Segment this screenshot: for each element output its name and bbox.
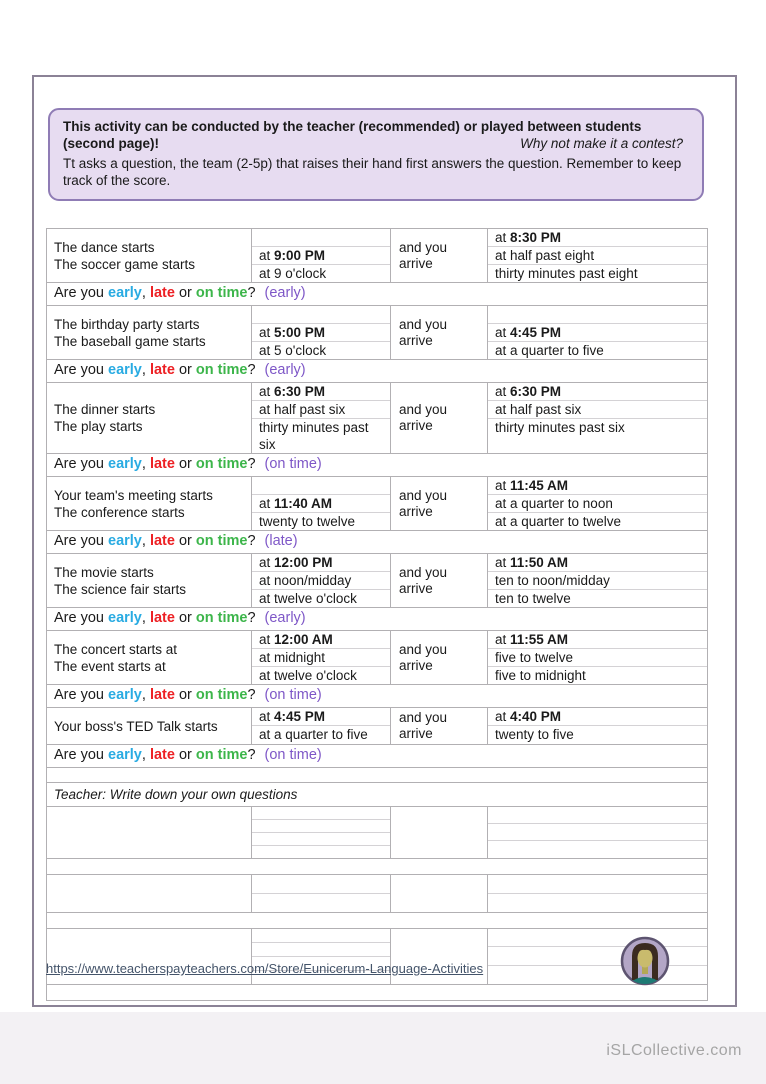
- time-block-row: [47, 477, 708, 531]
- answer-text: (late): [264, 533, 298, 549]
- start-time-line: at 11:40 AM: [252, 495, 390, 513]
- start-time-line: at 9:00 PM: [252, 247, 390, 265]
- time-block-row: [47, 631, 708, 685]
- arrive-label-cell: and you arrive: [391, 229, 488, 283]
- subject-cell: Your boss's TED Talk starts: [47, 708, 252, 745]
- arrival-time-line: ten to twelve: [495, 591, 571, 606]
- spacer-row: [47, 768, 708, 783]
- question-row: [47, 745, 708, 768]
- empty-arrival-line: [488, 947, 707, 965]
- on-time-word: on time: [195, 362, 248, 378]
- answer-text: (on time): [264, 687, 322, 703]
- answer-text: (early): [264, 610, 306, 626]
- empty-arrival-line: [488, 966, 707, 983]
- early-word: early: [108, 610, 142, 626]
- time-block-row: [47, 383, 708, 454]
- start-time-line: at 6:30 PM: [252, 383, 390, 401]
- early-word: early: [108, 285, 142, 301]
- question-row: [47, 608, 708, 631]
- start-time-cell: [252, 306, 391, 360]
- empty-subject-cell: [47, 929, 252, 985]
- start-time-line: at 5:00 PM: [252, 324, 390, 342]
- empty-arrival-cell: [488, 875, 708, 913]
- arrival-time-line: at 6:30 PM: [488, 383, 707, 401]
- empty-arrive-label-cell: [391, 929, 488, 985]
- teacher-note-row: [47, 783, 708, 807]
- on-time-word: on time: [195, 456, 248, 472]
- start-time-line: at noon/midday: [252, 572, 390, 590]
- arrive-label-cell: and you arrive: [391, 631, 488, 685]
- arrival-time-line: at half past eight: [488, 247, 707, 265]
- empty-arrival-line: [488, 824, 707, 841]
- arrival-time-cell: [488, 477, 708, 531]
- arrival-time-line-bold: 11:55 AM: [510, 632, 569, 647]
- start-time-cell: [252, 554, 391, 608]
- early-word: early: [108, 687, 142, 703]
- teacher-note-cell: Teacher: Write down your own questions: [47, 783, 708, 807]
- subject-cell: Your team's meeting starts The conference starts: [47, 477, 252, 531]
- empty-start-cell: [252, 929, 391, 985]
- start-time-cell: [252, 708, 391, 745]
- arrive-label-cell: and you arrive: [391, 306, 488, 360]
- empty-start-line: [252, 820, 390, 833]
- start-time-line-bold: 11:40 AM: [274, 496, 333, 511]
- question-cell: Are you early, late or on time? (early): [47, 360, 708, 383]
- start-time-line-bold: 12:00 AM: [274, 632, 333, 647]
- time-block-row: [47, 229, 708, 283]
- empty-question-cell: [47, 859, 708, 875]
- empty-start-line: [252, 943, 390, 957]
- instructions-bold-line2: (second page)!: [63, 136, 160, 151]
- start-time-line-bold: 4:45 PM: [274, 709, 326, 724]
- start-time-line-bold: 12:00 PM: [274, 555, 333, 570]
- late-word: late: [149, 687, 175, 703]
- instructions-box: [48, 108, 704, 201]
- answer-text: (early): [264, 285, 306, 301]
- arrival-time-line: [488, 306, 707, 324]
- arrive-label-cell: and you arrive: [391, 554, 488, 608]
- instructions-line2: [63, 135, 689, 152]
- arrival-time-line-bold: 8:30 PM: [510, 230, 562, 245]
- question-row: [47, 685, 708, 708]
- arrival-time-cell: [488, 708, 708, 745]
- avatar-face: [638, 949, 653, 968]
- question-row: [47, 360, 708, 383]
- arrival-time-line: thirty minutes past eight: [495, 266, 638, 281]
- empty-start-line: [252, 846, 390, 858]
- late-word: late: [149, 285, 175, 301]
- instructions-body: Tt asks a question, the team (2-5p) that raises their hand first answers the question. Remember to keep track of the score.: [63, 156, 682, 188]
- spacer-cell: [47, 768, 708, 783]
- empty-question-cell: [47, 985, 708, 1001]
- start-time-line: at a quarter to five: [259, 727, 368, 742]
- empty-arrive-label-cell: [391, 875, 488, 913]
- early-word: early: [108, 456, 142, 472]
- instructions-bold-line1: This activity can be conducted by the teacher (recommended) or played between students: [63, 119, 642, 134]
- empty-arrival-cell: [488, 929, 708, 985]
- empty-arrival-line: [488, 894, 707, 912]
- arrival-time-line: at a quarter to twelve: [495, 514, 622, 529]
- start-time-line: at 12:00 AM: [252, 631, 390, 649]
- arrival-time-line: thirty minutes past six: [495, 420, 625, 435]
- on-time-word: on time: [195, 610, 248, 626]
- arrival-time-line-bold: 11:50 AM: [510, 555, 569, 570]
- start-time-line: at 5 o'clock: [259, 343, 327, 358]
- start-time-line-bold: 5:00 PM: [274, 325, 326, 340]
- early-word: early: [108, 362, 142, 378]
- empty-start-line: [252, 807, 390, 820]
- arrival-time-cell: [488, 631, 708, 685]
- empty-arrival-line: [488, 875, 707, 894]
- question-row: [47, 531, 708, 554]
- empty-arrival-line: [488, 929, 707, 947]
- start-time-line: at twelve o'clock: [259, 668, 357, 683]
- empty-question-row: [47, 913, 708, 929]
- question-cell: Are you early, late or on time? (early): [47, 608, 708, 631]
- arrival-time-line: at 11:55 AM: [488, 631, 707, 649]
- arrival-time-cell: [488, 554, 708, 608]
- empty-block-row: [47, 807, 708, 859]
- arrival-time-cell: [488, 229, 708, 283]
- arrival-time-line-bold: 4:45 PM: [510, 325, 562, 340]
- early-word: early: [108, 747, 142, 763]
- start-time-line: at twelve o'clock: [259, 591, 357, 606]
- start-time-line: [252, 306, 390, 324]
- start-time-line: at 4:45 PM: [252, 708, 390, 726]
- arrival-time-line: ten to noon/midday: [488, 572, 707, 590]
- islcollective-watermark: iSLCollective.com: [606, 1042, 742, 1059]
- arrival-time-line: at 11:45 AM: [488, 477, 707, 495]
- instructions-italic-note: Why not make it a contest?: [520, 136, 683, 151]
- on-time-word: on time: [195, 533, 248, 549]
- arrival-time-line: at 11:50 AM: [488, 554, 707, 572]
- time-block-row: [47, 708, 708, 745]
- start-time-line: at half past six: [252, 401, 390, 419]
- question-row: [47, 454, 708, 477]
- page-frame: [32, 75, 737, 1007]
- empty-question-row: [47, 985, 708, 1001]
- empty-arrive-label-cell: [391, 807, 488, 859]
- start-time-cell: [252, 383, 391, 454]
- question-cell: Are you early, late or on time? (on time): [47, 745, 708, 768]
- start-time-cell: [252, 477, 391, 531]
- question-cell: Are you early, late or on time? (on time): [47, 685, 708, 708]
- answer-text: (on time): [264, 456, 322, 472]
- subject-cell: The dinner starts The play starts: [47, 383, 252, 454]
- late-word: late: [149, 747, 175, 763]
- empty-subject-cell: [47, 807, 252, 859]
- late-word: late: [149, 610, 175, 626]
- time-block-row: [47, 306, 708, 360]
- arrival-time-line: five to twelve: [488, 649, 707, 667]
- activity-table-body: [47, 229, 708, 1001]
- on-time-word: on time: [195, 285, 248, 301]
- arrival-time-line: at a quarter to five: [495, 343, 604, 358]
- arrival-time-line: twenty to five: [495, 727, 574, 742]
- arrival-time-line-bold: 6:30 PM: [510, 384, 562, 399]
- start-time-line: twenty to twelve: [259, 514, 356, 529]
- empty-subject-cell: [47, 875, 252, 913]
- question-cell: Are you early, late or on time? (early): [47, 283, 708, 306]
- early-word: early: [108, 533, 142, 549]
- start-time-line-bold: 6:30 PM: [274, 384, 326, 399]
- answer-text: (on time): [264, 747, 322, 763]
- arrive-label-cell: and you arrive: [391, 383, 488, 454]
- arrival-time-line: at 8:30 PM: [488, 229, 707, 247]
- empty-block-row: [47, 875, 708, 913]
- empty-start-line: [252, 929, 390, 943]
- arrival-time-line: at half past six: [488, 401, 707, 419]
- answer-text: (early): [264, 362, 306, 378]
- activity-table: [46, 228, 708, 1001]
- arrival-time-cell: [488, 306, 708, 360]
- late-word: late: [149, 533, 175, 549]
- subject-cell: The birthday party starts The baseball game starts: [47, 306, 252, 360]
- arrival-time-line-bold: 11:45 AM: [510, 478, 569, 493]
- empty-start-cell: [252, 807, 391, 859]
- arrive-label-cell: and you arrive: [391, 477, 488, 531]
- empty-start-line: [252, 894, 390, 912]
- empty-question-row: [47, 859, 708, 875]
- start-time-cell: [252, 229, 391, 283]
- start-time-line-bold: 9:00 PM: [274, 248, 326, 263]
- empty-start-line: [252, 833, 390, 846]
- arrival-time-line-bold: 4:40 PM: [510, 709, 562, 724]
- empty-arrival-line: [488, 841, 707, 857]
- empty-question-cell: [47, 913, 708, 929]
- question-cell: Are you early, late or on time? (late): [47, 531, 708, 554]
- question-row: [47, 283, 708, 306]
- start-time-line: at midnight: [252, 649, 390, 667]
- empty-start-cell: [252, 875, 391, 913]
- subject-cell: The dance starts The soccer game starts: [47, 229, 252, 283]
- on-time-word: on time: [195, 687, 248, 703]
- arrival-time-line: five to midnight: [495, 668, 586, 683]
- empty-arrival-line: [488, 807, 707, 824]
- start-time-line: [252, 229, 390, 247]
- author-avatar: [620, 936, 670, 986]
- start-time-line: [252, 477, 390, 495]
- arrive-label-cell: and you arrive: [391, 708, 488, 745]
- on-time-word: on time: [195, 747, 248, 763]
- start-time-line: at 9 o'clock: [259, 266, 327, 281]
- arrival-time-line: at a quarter to noon: [488, 495, 707, 513]
- start-time-line: at 12:00 PM: [252, 554, 390, 572]
- empty-arrival-cell: [488, 807, 708, 859]
- empty-block-row: [47, 929, 708, 985]
- store-link[interactable]: https://www.teacherspayteachers.com/Store/Eunicerum-Language-Activities: [46, 961, 484, 976]
- start-time-line: thirty minutes past six: [259, 420, 369, 452]
- empty-start-line: [252, 875, 390, 894]
- start-time-cell: [252, 631, 391, 685]
- arrival-time-cell: [488, 383, 708, 454]
- arrival-time-line: at 4:40 PM: [488, 708, 707, 726]
- question-cell: Are you early, late or on time? (on time): [47, 454, 708, 477]
- arrival-time-line: at 4:45 PM: [488, 324, 707, 342]
- subject-cell: The concert starts at The event starts at: [47, 631, 252, 685]
- late-word: late: [149, 456, 175, 472]
- time-block-row: [47, 554, 708, 608]
- late-word: late: [149, 362, 175, 378]
- subject-cell: The movie starts The science fair starts: [47, 554, 252, 608]
